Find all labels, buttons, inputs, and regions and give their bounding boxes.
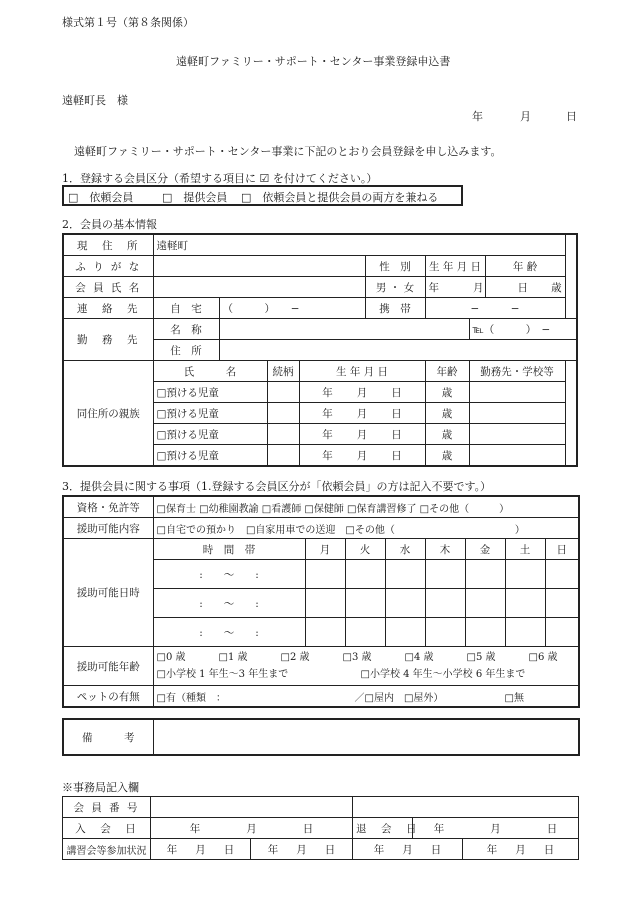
relation-field[interactable] (267, 403, 299, 424)
remarks-label: 備 考 (63, 719, 153, 755)
day-cell[interactable] (385, 589, 425, 618)
family-birth-field[interactable]: 年 月 日 (299, 424, 425, 445)
workplace-address-label: 住 所 (153, 340, 219, 361)
member-number-label: 会 員 番 号 (63, 797, 151, 818)
date-year-label: 年 (472, 110, 483, 123)
family-birth-field[interactable]: 年 月 日 (299, 382, 425, 403)
family-work-field[interactable] (469, 382, 565, 403)
day-cell[interactable] (425, 589, 465, 618)
section2-heading: 2．会員の基本情報 (62, 218, 157, 231)
remarks-field[interactable] (153, 719, 579, 755)
mobile-field[interactable]: − − (425, 298, 565, 319)
contact-label: 連 絡 先 (63, 298, 153, 319)
day-saturday: 土 (505, 539, 545, 560)
workplace-tel-field[interactable]: ℡（ ） − (469, 319, 577, 340)
time-slot-field[interactable]: : 〜 : (153, 589, 305, 618)
day-thursday: 木 (425, 539, 465, 560)
training-label: 講習会等参加状況 (63, 839, 151, 860)
member-name-field[interactable] (153, 277, 365, 298)
age-header: 年 齢 (485, 256, 565, 277)
time-slot-field[interactable]: : 〜 : (153, 560, 305, 589)
date-day-label: 日 (566, 110, 577, 123)
time-slot-header: 時 間 帯 (153, 539, 305, 560)
available-datetime-label: 援助可能日時 (63, 539, 153, 647)
qualification-label: 資格・免許等 (63, 496, 153, 518)
child-checkbox[interactable]: □預ける児童 (153, 424, 267, 445)
furigana-label: ふ り が な (63, 256, 153, 277)
family-work-field[interactable] (469, 403, 565, 424)
member-name-label: 会 員 氏 名 (63, 277, 153, 298)
day-cell[interactable] (545, 589, 579, 618)
day-cell[interactable] (305, 589, 345, 618)
workplace-name-field[interactable] (219, 319, 469, 340)
family-label: 同住所の親族 (63, 361, 153, 467)
date-month-label: 月 (520, 110, 531, 123)
member-type-box (62, 185, 463, 206)
option-provider[interactable]: □ 提供会員 (162, 191, 228, 204)
member-number-field[interactable] (151, 797, 353, 818)
available-age-options[interactable]: □0 歳 □1 歳 □2 歳 □3 歳 □4 歳 □5 歳 □6 歳 □小学校 1 年生〜3 年生まで □小学校 4 年生〜小学校 6 年生まで (153, 647, 579, 686)
day-friday: 金 (465, 539, 505, 560)
form-title: 遠軽町ファミリー・サポート・センター事業登録申込書 (176, 55, 451, 68)
mobile-label: 携 帯 (365, 298, 425, 319)
relation-field[interactable] (267, 445, 299, 467)
day-cell[interactable] (465, 618, 505, 647)
support-content-options[interactable]: □自宅での預かり □自家用車での送迎 □その他（ ） (153, 518, 579, 539)
option-requester[interactable]: □ 依頼会員 (68, 191, 134, 204)
birthdate-field[interactable]: 年 月 日 (425, 277, 485, 298)
day-cell[interactable] (545, 618, 579, 647)
relation-field[interactable] (267, 424, 299, 445)
intro-text: 遠軽町ファミリー・サポート・センター事業に下記のとおり会員登録を申し込みます。 (74, 145, 502, 158)
time-slot-field[interactable]: : 〜 : (153, 618, 305, 647)
office-use-heading: ※事務局記入欄 (62, 781, 139, 794)
join-date-label: 入 会 日 (63, 818, 151, 839)
child-checkbox[interactable]: □預ける児童 (153, 382, 267, 403)
family-age-field[interactable]: 歳 (425, 424, 469, 445)
day-cell[interactable] (385, 560, 425, 589)
section3-heading: 3．提供会員に関する事項（1.登録する会員区分が「依頼会員」の方は記入不要です。） (62, 480, 492, 493)
family-age-header: 年齢 (425, 361, 469, 382)
support-content-label: 援助可能内容 (63, 518, 153, 539)
day-sunday: 日 (545, 539, 579, 560)
training-date-4[interactable]: 年 月 日 (463, 839, 579, 860)
day-cell[interactable] (345, 589, 385, 618)
day-cell[interactable] (305, 618, 345, 647)
workplace-name-label: 名 称 (153, 319, 219, 340)
furigana-field[interactable] (153, 256, 365, 277)
section1-heading: 1．登録する会員区分（希望する項目に ☑ を付けてください。） (62, 172, 378, 185)
pet-label: ペットの有無 (63, 686, 153, 708)
leave-date-field[interactable]: 年 月 日 (413, 818, 579, 839)
day-wednesday: 水 (385, 539, 425, 560)
form-number: 様式第１号（第８条関係） (62, 16, 194, 29)
office-use-table (62, 796, 579, 860)
home-phone-label: 自 宅 (153, 298, 219, 319)
day-cell[interactable] (505, 618, 545, 647)
blank-area (353, 797, 579, 818)
qualification-options[interactable]: □保育士 □幼稚園教諭 □看護師 □保健師 □保育講習修了 □その他（ ） (153, 496, 579, 518)
family-birth-header: 生 年 月 日 (299, 361, 425, 382)
join-date-field[interactable]: 年 月 日 (151, 818, 353, 839)
day-monday: 月 (305, 539, 345, 560)
address-field[interactable]: 遠軽町 (153, 234, 565, 256)
workplace-address-field[interactable] (219, 340, 577, 361)
day-cell[interactable] (385, 618, 425, 647)
day-cell[interactable] (465, 560, 505, 589)
family-age-field[interactable]: 歳 (425, 382, 469, 403)
day-cell[interactable] (345, 618, 385, 647)
relation-field[interactable] (267, 382, 299, 403)
day-cell[interactable] (345, 560, 385, 589)
family-age-field[interactable]: 歳 (425, 403, 469, 424)
basic-info-table (62, 233, 578, 467)
option-both[interactable]: □ 依頼会員と提供会員の両方を兼ねる (241, 191, 439, 204)
training-date-3[interactable]: 年 月 日 (353, 839, 463, 860)
family-work-field[interactable] (469, 445, 565, 467)
provider-info-table (62, 495, 580, 708)
remarks-table (62, 718, 580, 756)
family-work-header: 勤務先・学校等 (469, 361, 565, 382)
family-relation-header: 続柄 (267, 361, 299, 382)
training-date-2[interactable]: 年 月 日 (251, 839, 353, 860)
gender-field[interactable]: 男 ・ 女 (365, 277, 425, 298)
birthdate-header: 生 年 月 日 (425, 256, 485, 277)
child-checkbox[interactable]: □預ける児童 (153, 403, 267, 424)
pet-options[interactable]: □有（種類 ： ／□屋内 □屋外） □無 (153, 686, 579, 708)
workplace-label: 勤 務 先 (63, 319, 153, 361)
addressee: 遠軽町長 様 (62, 94, 128, 107)
day-tuesday: 火 (345, 539, 385, 560)
family-name-header: 氏 名 (153, 361, 267, 382)
address-label: 現 住 所 (63, 234, 153, 256)
day-cell[interactable] (305, 560, 345, 589)
child-checkbox[interactable]: □預ける児童 (153, 445, 267, 467)
day-cell[interactable] (425, 560, 465, 589)
leave-date-label: 退 会 日 (353, 818, 413, 839)
family-age-field[interactable]: 歳 (425, 445, 469, 467)
day-cell[interactable] (545, 560, 579, 589)
family-birth-field[interactable]: 年 月 日 (299, 403, 425, 424)
age-field[interactable]: 歳 (485, 277, 565, 298)
day-cell[interactable] (425, 618, 465, 647)
gender-header: 性 別 (365, 256, 425, 277)
day-cell[interactable] (505, 560, 545, 589)
family-birth-field[interactable]: 年 月 日 (299, 445, 425, 467)
training-date-1[interactable]: 年 月 日 (151, 839, 251, 860)
day-cell[interactable] (505, 589, 545, 618)
family-work-field[interactable] (469, 424, 565, 445)
home-phone-field[interactable]: （ ） − (219, 298, 365, 319)
available-age-label: 援助可能年齢 (63, 647, 153, 686)
day-cell[interactable] (465, 589, 505, 618)
